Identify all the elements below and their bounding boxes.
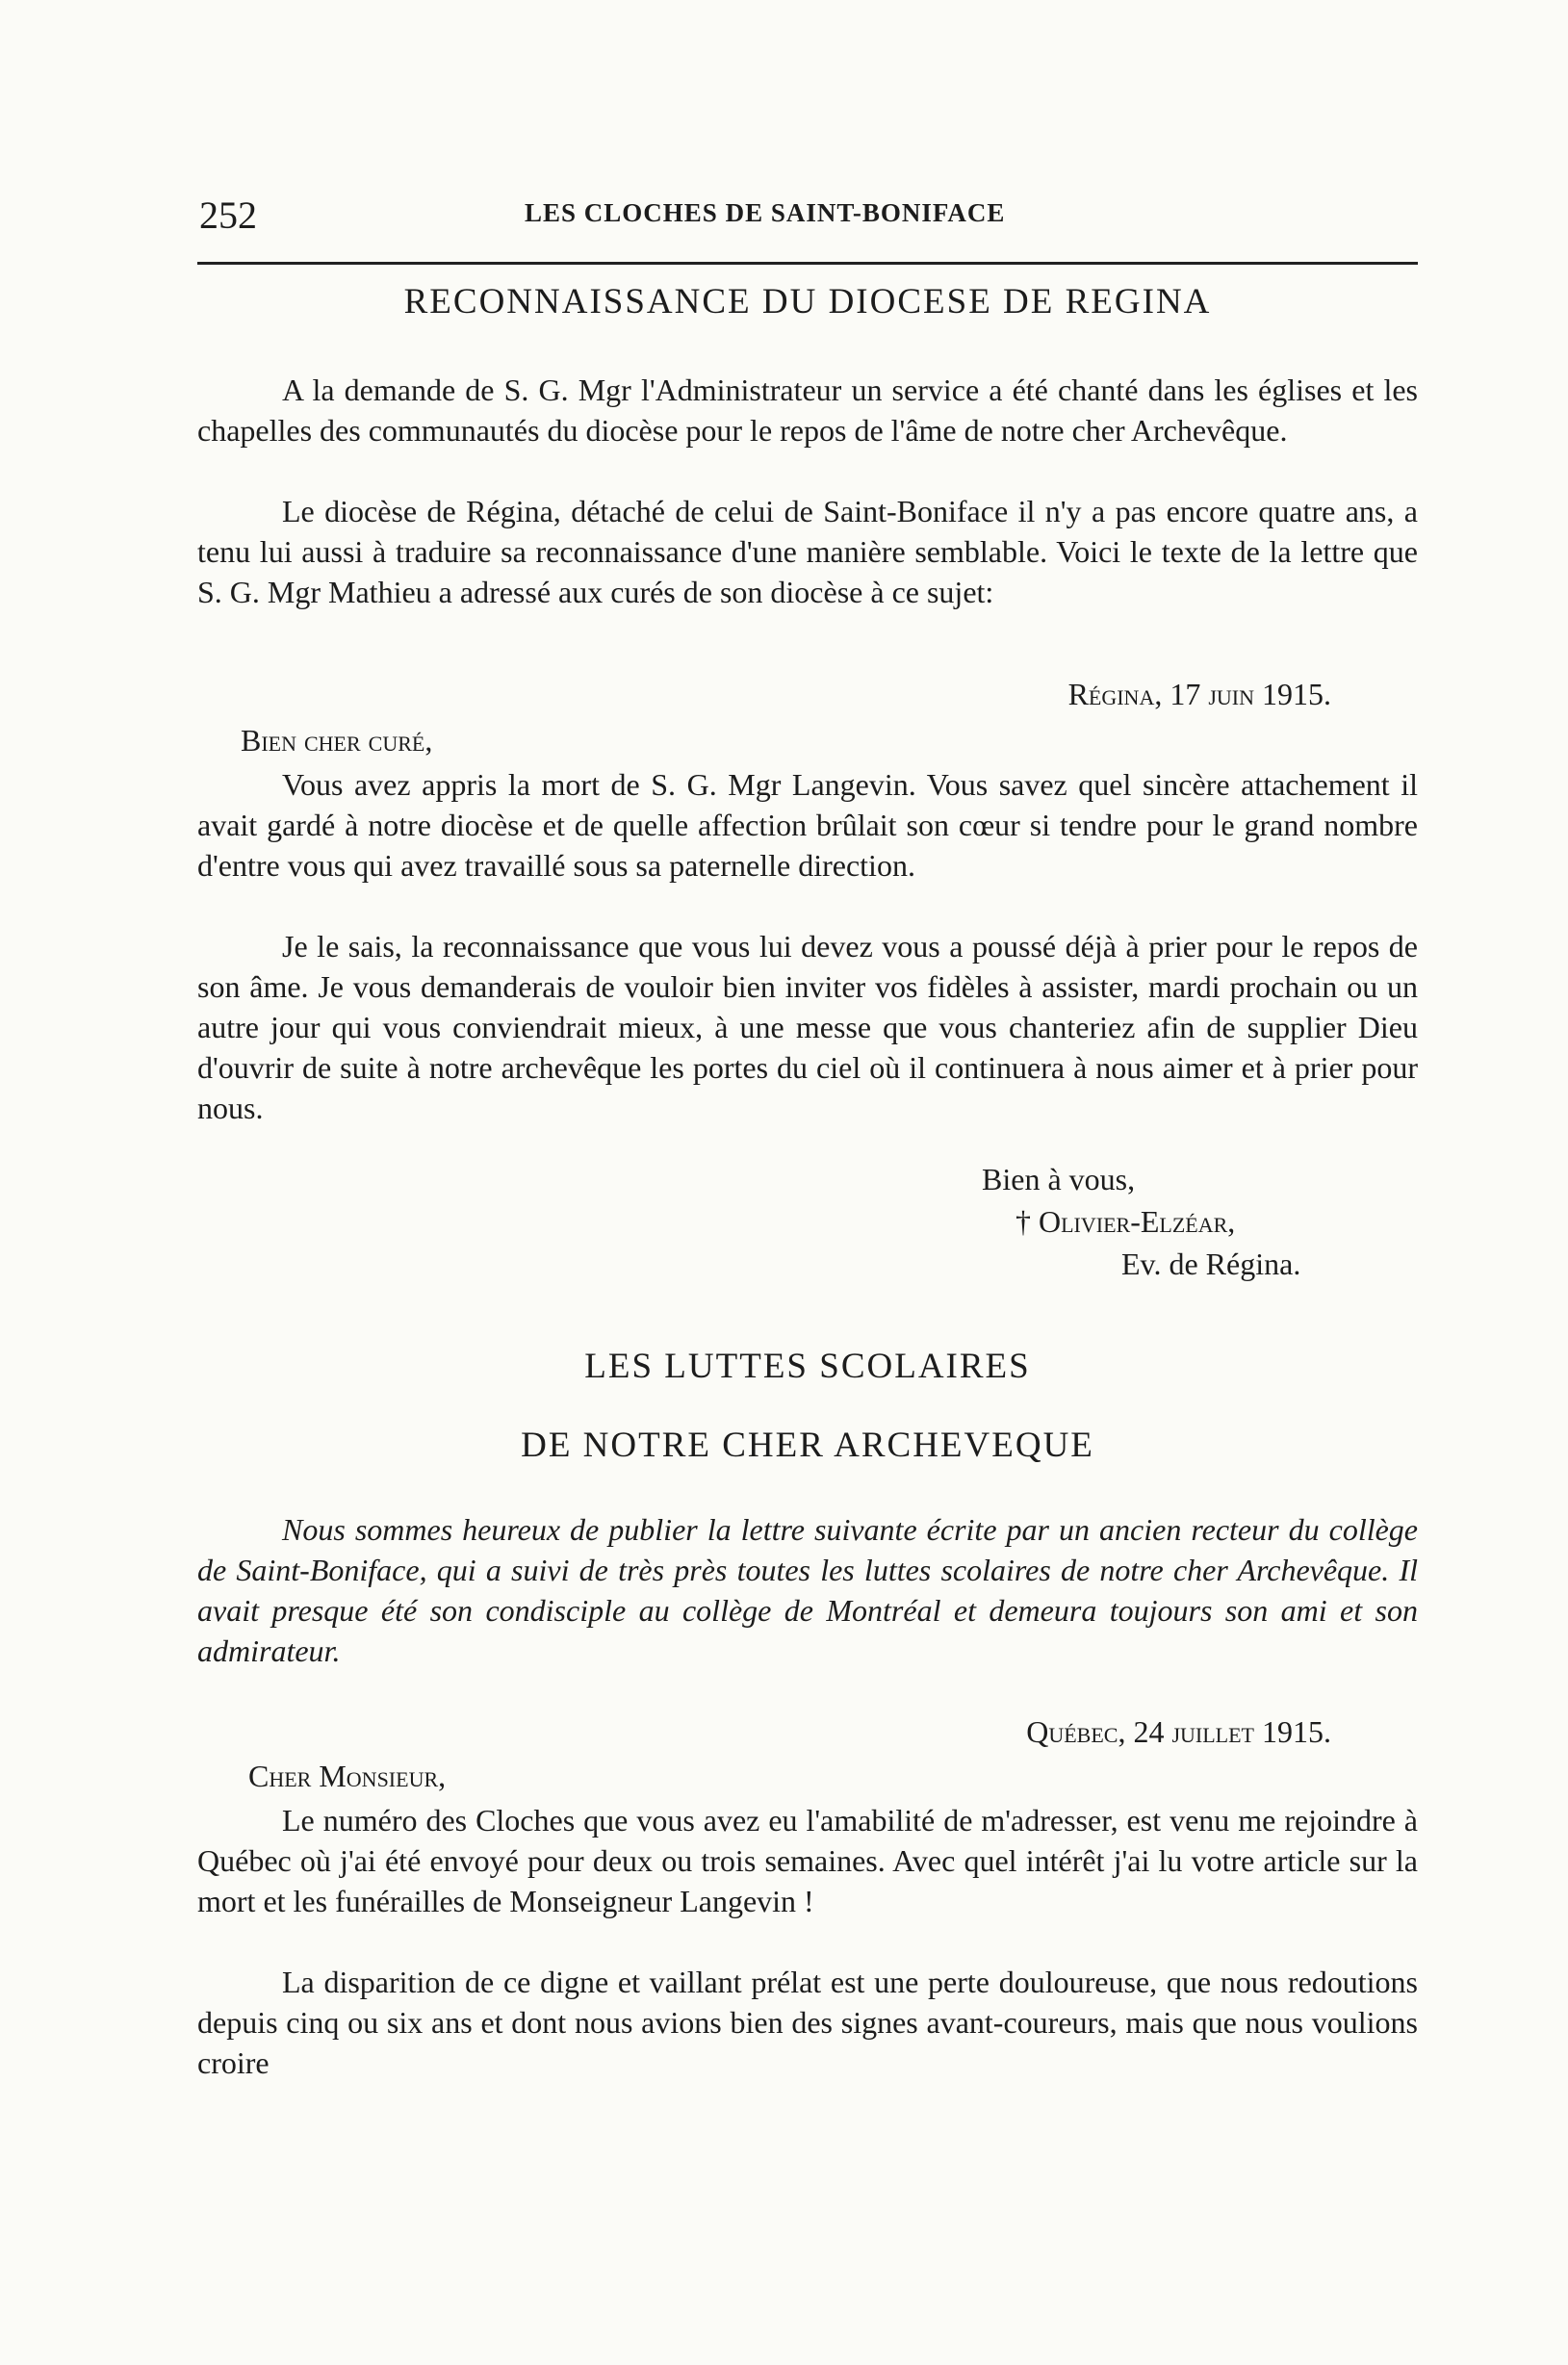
letter-paragraph: Le numéro des Cloches que vous avez eu l'amabilité de m'adresser, est venu me rejoindre à Québec où j'ai été envoyé pour deux ou trois semaines. Avec quel intérêt j'ai lu votre article sur la mort et les funérailles de Monseigneur Langevin ! bbox=[197, 1803, 1418, 1918]
section-heading-luttes: LES LUTTES SCOLAIRES bbox=[584, 1347, 1031, 1386]
letter-salutation: Cher Monsieur, bbox=[248, 1759, 447, 1793]
section-heading-regina: RECONNAISSANCE DU DIOCESE DE REGINA bbox=[403, 282, 1212, 321]
letter-paragraph: Je le sais, la reconnaissance que vous lui devez vous a poussé déjà à prier pour le repos de son âme. Je vous demanderais de vouloir bien inviter vos fidèles à assister, mardi prochain ou un autre jour qui vous conviendrait mieux, à une messe que vous chanteriez afin de supplier Dieu d'ouvrir de suite à notre archevêque les portes du ciel où il continuera à nous aimer et à prier pour nous. bbox=[197, 929, 1418, 1125]
section-subheading-archeveque: DE NOTRE CHER ARCHEVEQUE bbox=[521, 1426, 1094, 1465]
letter-paragraph: La disparition de ce digne et vaillant prélat est une perte douloureuse, que nous redoutions depuis cinq ou six ans et dont nous avions bien des signes avant-coureurs, mais que nous voulions croire bbox=[197, 1965, 1418, 2080]
paragraph: Le diocèse de Régina, détaché de celui de Saint-Boniface il n'y a pas encore quatre ans, a tenu lui aussi à traduire sa reconnaissance d'une manière semblable. Voici le texte de la lettre que S. G. Mgr Mathieu a adressé aux curés de son diocèse à ce sujet: bbox=[197, 494, 1418, 609]
page-number: 252 bbox=[199, 193, 257, 237]
intro-paragraph: Nous sommes heureux de publier la lettre suivante écrite par un ancien recteur du collège de Saint-Boniface, qui a suivi de très près toutes les luttes scolaires de notre cher Archevêque. Il avait presque été son condisciple au collège de Montréal et demeura toujours son ami et son admirateur. bbox=[197, 1512, 1418, 1668]
paragraph: A la demande de S. G. Mgr l'Administrateur un service a été chanté dans les églises et les chapelles des communautés du diocèse pour le repos de l'âme de notre cher Archevêque. bbox=[197, 373, 1418, 448]
header-rule bbox=[197, 262, 1418, 265]
letter-place-date: Régina, 17 juin 1915. bbox=[1067, 677, 1331, 711]
letter-paragraph: Vous avez appris la mort de S. G. Mgr Langevin. Vous savez quel sincère attachement il avait gardé à notre diocèse et de quelle affection brûlait son cœur si tendre pour le grand nombre d'entre vous qui avez travaillé sous sa paternelle direction. bbox=[197, 767, 1418, 883]
letter-salutation: Bien cher curé, bbox=[241, 723, 433, 758]
letter-signature: † Olivier-Elzéar, bbox=[1015, 1204, 1236, 1239]
letter-signature-title: Ev. de Régina. bbox=[1121, 1247, 1301, 1281]
letter-place-date: Québec, 24 juillet 1915. bbox=[1026, 1714, 1331, 1749]
letter-closing: Bien à vous, bbox=[982, 1162, 1136, 1196]
running-title: LES CLOCHES DE SAINT-BONIFACE bbox=[525, 198, 1006, 227]
